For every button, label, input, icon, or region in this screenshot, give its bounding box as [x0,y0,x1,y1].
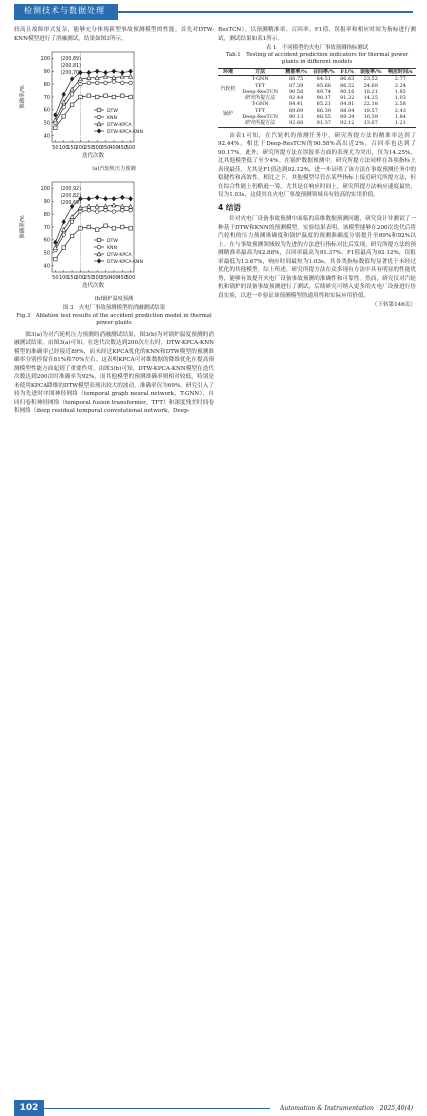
y-tick-label: 70 [43,94,50,101]
table-cell: 14.25 [363,95,378,102]
table-cell: 22.18 [363,101,378,108]
continued-note: （下转第146页） [371,302,416,309]
data-point [54,240,58,244]
data-point [104,94,108,98]
table-cell: 86.39 [316,107,331,114]
table-cell: 87.39 [288,82,304,89]
data-point [120,225,124,229]
data-point [62,105,66,109]
figure-caption-en: Fig.3 Ablation test results of the accident prediction model in thermal power plants [16,312,212,326]
data-point [129,81,133,85]
table-header-cell: 环境 [222,69,233,75]
x-tick-label: 250 [84,145,94,151]
data-point [120,195,124,199]
table-cell: 24.69 [363,82,378,89]
data-point [62,245,66,249]
data-point [87,196,91,200]
y-tick-label: 50 [43,120,50,127]
table-cell: 84.51 [316,76,331,83]
y-axis-label: 准确率/% [20,85,26,109]
y-tick-label: 40 [43,133,50,140]
data-point [87,94,91,98]
data-point [129,208,133,212]
y-tick-label: 80 [43,81,50,88]
data-point [112,203,116,207]
x-tick-label: 400 [109,145,119,151]
data-point [112,95,116,99]
x-tick-label: 150 [67,145,77,151]
data-point [97,245,101,249]
data-point [70,103,74,107]
annotation-label: (200,69) [60,200,81,206]
table-cell: 89.74 [316,88,331,95]
data-point [97,129,101,133]
table-cell: Deep-ResTCN [242,114,278,121]
paragraph: ResTCN）。以预测精准率、召回率、F1值、误报率和相应时间为指标进行测试，测试结果如表1所示。 [218,27,416,42]
table-cell: 89.69 [288,107,304,114]
table-cell: 1.21 [394,120,406,127]
section-title: 检测技术与数据处理 [24,6,105,15]
x-tick-label: 150 [67,274,77,281]
legend-label: DTW-KPCA-KNN [107,129,143,135]
table-cell: 92.44 [288,95,304,102]
data-point [97,115,101,119]
table-cell: 84.81 [340,101,355,108]
figure-caption-cn: 图 3 火电厂事故预测模型的消融测试结果 [62,305,166,311]
x-tick-label: 250 [84,274,94,281]
x-tick-label: 50 [52,274,59,281]
table-cell: 86.63 [340,76,355,83]
table-cell: 86.52 [340,82,355,89]
table-cell: 88.04 [340,107,355,114]
table-cell: TFT [255,107,266,114]
paragraph: 较高且故障形式复杂，能够充分体现新型事故预测模型的性能。首先对DTW-KNN模型进行了消融测试，结果如图3所示。 [14,27,214,42]
table-cell: 1.85 [394,88,406,95]
x-axis-label: 迭代次数 [81,153,105,159]
x-tick-label: 400 [109,274,119,281]
table-cell: 研究所提方法 [245,120,276,127]
x-tick-label: 500 [125,274,136,281]
x-tick-label: 200 [75,274,86,281]
figure-3 [14,46,214,328]
table-header-cell: 误报率/% [359,69,382,75]
y-tick-label: 50 [43,250,50,257]
data-point [87,208,91,212]
y-tick-label: 100 [40,56,50,63]
table-row [218,120,416,127]
x-tick-label: 200 [75,145,86,151]
legend-label: DTW [107,238,118,244]
table-cell: 91.37 [316,120,331,127]
table-env-cell: 锅炉 [222,110,233,117]
x-tick-label: 100 [58,145,69,151]
data-point [97,108,101,112]
legend-label: DTW-KPCA [107,252,132,258]
table-cell: 89.34 [340,114,355,121]
data-point [95,69,99,73]
data-point [87,81,91,85]
data-point [129,69,133,73]
table-title-en: Tab.1 Testing of accident prediction indicators for thermal power plants in different models [225,52,409,65]
table-cell: 90.58 [288,88,304,95]
x-tick-label: 350 [100,274,111,281]
table-env-cell: 汽轮机 [220,85,236,92]
data-point [120,94,124,98]
data-point [70,234,74,238]
series-line [55,205,130,247]
data-point [54,113,58,117]
y-tick-label: 100 [40,185,50,192]
data-point [62,227,66,231]
table-cell: 1.03 [394,95,406,102]
right-column [218,26,416,310]
x-tick-label: 50 [52,145,59,151]
data-point [70,93,74,97]
data-point [104,81,108,85]
data-point [112,69,116,73]
subcaption-a: (a)汽轮机压力预测 [92,166,136,172]
data-point [97,238,101,242]
data-point [129,226,133,230]
data-point [104,196,108,200]
x-tick-label: 350 [100,145,111,151]
table-cell: 研究所提方法 [245,95,276,102]
data-point [70,77,74,81]
data-point [104,70,108,74]
table-cell: 18.57 [363,107,378,114]
table-header-cell: F1/% [340,69,355,75]
data-point [120,208,124,212]
footer-rule [44,1108,270,1109]
table-title-cn: 表 1 不同模型的火电厂事故预测指标测试 [265,45,369,51]
paragraph: 由表1可知，在汽轮机的预测任务中，研究所提方法的精准率达到了92.44%，相比于Deep-ResTCN的90.58%高出近2%，召回率也达到了90.17%。此外，研究所提方法在误报率方面的表现尤为突出，仅为14.25%，比其他模型低了至少4%。在锅炉数据预测中，研究所提方法同样在各项指标上表现最佳，尤其是F1值达到92.12%，进一步证明了该方法在事故预测任务中的稳健性和高效性。相比之下，其他模型尽管在某些指标上接近研究所提方法，但在综合性能上仍略逊一筹，尤其是在响应时间上，研究所提方法响应速度最快，仅为1.03s，这使其在火电厂事故预测领域具有较高的实用价值。 [218,132,416,199]
chart-a [14,46,214,164]
data-point [95,195,99,199]
table-cell: 92.88 [288,120,304,127]
table-cell: 1.84 [394,114,406,121]
journal-name: Automation & Instrumentation 2025,40(4) [280,1105,414,1112]
table-cell: 90.17 [316,95,331,102]
table-cell: 2.77 [394,76,406,83]
data-point [87,225,91,229]
table-caption [218,45,416,66]
table-row [218,76,416,83]
legend-label: KNN [107,115,117,121]
y-tick-label: 80 [43,211,50,218]
section-heading: 4 结语 [218,202,241,212]
results-table [218,68,416,128]
data-point [70,220,74,224]
x-tick-label: 100 [58,274,69,281]
data-point [112,226,116,230]
data-point [87,70,91,74]
data-point [95,227,99,231]
data-point [120,70,124,74]
table-cell: T-GNN [251,76,269,83]
annotation-label: (200,81) [60,64,81,69]
x-tick-label: 500 [125,145,136,151]
table-cell: TFT [255,82,266,89]
table-cell: 85.21 [316,101,331,108]
table-cell: 92.12 [340,120,355,127]
data-point [62,114,66,118]
data-point [112,80,116,84]
data-point [62,92,66,96]
data-point [95,95,99,99]
legend-label: KNN [107,245,117,251]
paragraph: 图3(a)为对汽轮机压力预测的消融测试结果，图3(b)为对锅炉温度预测的消融测试结果。由图3(a)可知，在迭代次数达到200次左右时，DTW-KPCA-KNN模型的准确率已经接近89%，而未经过KPCA优化的KNN和DTW模型的预测准确率分别停留在81%和70%左右。这表明KPCA可对维数据的降维优化在提高预测模型性能方面起到了重要作用。由图3(b)可知，DTW-KPCA-KNN模型在迭代次数达到200次时准确率为92%，而其他模型的预测准确率则相对较低，特别是未使用KPCA降维的DTW模型表现出较大的波动，准确率仅为69%。研究引入了较为先进时序图神经网络（temporal graph neural network，T-GNN）、自回归卷积神经网络（temporal fusion transformer，TFT）和深度残差时间卷积网络（deep residual temporal convolutional network，Deep- [14,331,214,414]
figure-caption [14,305,214,328]
table-cell: 18.21 [363,88,378,95]
data-point [104,223,108,227]
table-cell: T-GNN [251,101,269,108]
y-tick-label: 90 [43,198,50,205]
x-tick-label: 300 [92,145,102,151]
page-footer [0,548,427,1113]
y-tick-label: 70 [43,224,50,231]
table-cell: 91.32 [340,95,355,102]
data-point [97,258,101,262]
annotation-label: (200,92) [60,186,81,192]
data-point [112,209,116,213]
annotation-label: (200,89) [60,57,81,62]
table-cell: 85.66 [316,82,331,89]
table-header-cell: 召回率/% [313,69,335,75]
data-point [62,219,66,223]
table-cell: 90.13 [288,114,304,121]
page-header [0,0,427,26]
data-point [62,100,66,104]
page-number: 102 [14,1100,44,1116]
paragraph: 针对火电厂设备事故预测中面临的高维数据预测问题，研究设计并测试了一种基于DTW和KNN的预测模型。实验结果表明，该模型能够在200次迭代后将汽轮机的压力预测准确度和锅炉温度的预测准确度分别提升至89%和92%以上。在与事故预测领域较为先进的方法进行指标对比后发现，研究所提方法的预测精准率最高为92.88%，召回率最高为91.37%，F1值最高为92.12%，误报率最低为13.67%，响应时间最短为1.03s，其各类指标数值均显著优于未经过优化的其他模型。综上所述，研究所提方法在众多现有方法中具有明显的性能优势，能够有效提升火电厂设备事故预测的准确性和可靠性。然而，研究仅对汽轮机和锅炉的设备事故预测进行了测试，后续研究可纳入更多的火电厂设备进行仿真实验，以进一步验证该预测模型的通用性和实际应用价值。 [218,216,416,299]
table-header-row [218,69,416,76]
data-point [112,196,116,200]
data-point [54,126,58,130]
data-point [95,209,99,213]
data-point [95,81,99,85]
legend-label: DTW-KPCA-KNN [107,259,143,265]
x-axis-label: 迭代次数 [81,282,105,289]
y-tick-label: 40 [43,262,50,269]
table-cell: 23.52 [363,76,378,83]
table-cell: 84.41 [288,101,304,108]
table-cell: Deep-ResTCN [242,88,278,95]
left-column [14,26,214,417]
table-header-cell: 精准率/% [285,69,307,75]
x-tick-label: 450 [117,274,128,281]
table-header-cell: 响应时间/s [387,69,413,75]
series-line [55,82,130,123]
data-point [54,257,58,261]
table-cell: 88.75 [288,76,304,83]
x-tick-label: 450 [117,145,128,151]
table-cell: 90.16 [340,88,355,95]
table-cell: 88.55 [316,114,331,121]
annotation-label: (200,82) [60,193,81,199]
table-cell: 2.58 [394,101,406,108]
y-tick-label: 60 [43,107,50,114]
x-tick-label: 300 [92,274,102,281]
table-cell: 2.24 [394,82,406,89]
data-point [104,208,108,212]
data-point [129,196,133,200]
table-cell: 2.43 [394,107,406,114]
legend-label: DTW [107,108,118,114]
y-axis-label: 准确率/% [20,214,26,239]
table-header-cell: 方法 [255,69,266,75]
table-cell: 13.67 [363,120,378,127]
y-tick-label: 60 [43,237,50,244]
data-point [62,232,66,236]
subcaption-b: (b)锅炉温度预测 [94,295,134,302]
table-body [218,76,416,127]
table-cell: 16.39 [363,114,378,121]
legend-label: DTW-KPCA [107,122,132,128]
annotation-label: (200,70) [60,71,81,76]
y-tick-label: 90 [43,69,50,76]
data-point [129,95,133,99]
data-point [120,81,124,85]
chart-b [14,176,214,294]
